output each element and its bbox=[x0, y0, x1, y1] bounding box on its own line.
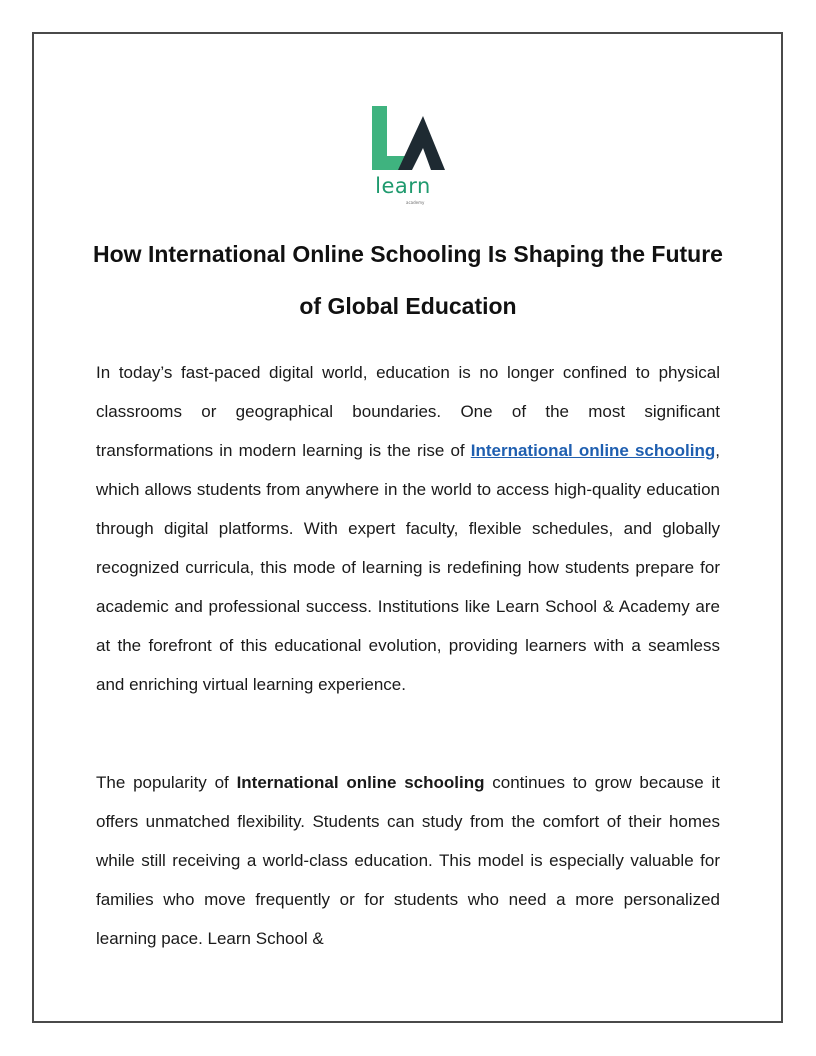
logo-subtitle: academy bbox=[406, 200, 425, 205]
paragraph-1 bbox=[96, 353, 720, 704]
logo-mark-icon bbox=[368, 104, 450, 176]
logo-word: learn bbox=[375, 174, 431, 198]
paragraph-2 bbox=[96, 763, 720, 958]
paragraph-2-text-start: The popularity of bbox=[96, 773, 237, 792]
paragraph-1-text-start: In today’s fast-paced digital world, education is no longer confined to physical classrooms or geographical boundaries. One of the most significant transformations in modern learning is the rise of bbox=[96, 363, 720, 460]
document-title: How International Online Schooling Is Shaping the Future of Global Education bbox=[93, 241, 723, 319]
paragraph-2-bold-term: International online schooling bbox=[236, 773, 485, 792]
international-online-schooling-link[interactable]: International online schooling bbox=[470, 441, 716, 460]
paragraph-2-text-end: continues to grow because it offers unmatched flexibility. Students can study from the comfort of their homes while still receiving a world-class education. This model is especially valuable for families who move frequently or for students who need a more personalized learning pace. Learn School & bbox=[96, 773, 720, 948]
learn-academy-logo bbox=[368, 104, 450, 210]
paragraph-1-text-end: , which allows students from anywhere in the world to access high-quality education through digital platforms. With expert faculty, flexible schedules, and globally recognized curricula, this mode of learning is redefining how students prepare for academic and professional success. Institutions like Learn School & Academy are at the forefront of this educational evolution, providing learners with a seamless and enriching virtual learning experience. bbox=[96, 441, 720, 694]
